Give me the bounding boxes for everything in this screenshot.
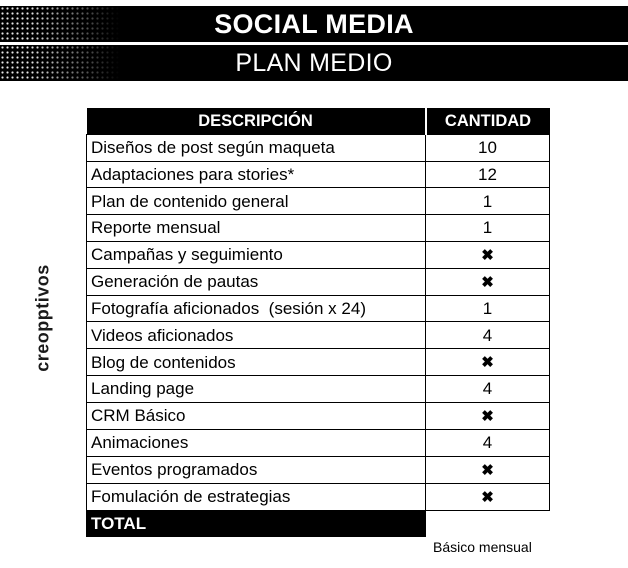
cross-icon: ✖ [481,246,494,264]
total-label: TOTAL [87,510,426,537]
row-description: Diseños de post según maqueta [87,135,426,162]
row-quantity: 4 [426,429,550,456]
cross-icon: ✖ [481,461,494,479]
subtitle-banner [0,45,628,81]
cross-icon: ✖ [481,407,494,425]
column-header-quantity: CANTIDAD [426,108,550,135]
brand-logo: creopptivos [32,264,53,372]
row-quantity [426,483,550,510]
table-row [87,188,550,215]
row-description: Videos aficionados [87,322,426,349]
table-row [87,429,550,456]
row-quantity [426,456,550,483]
cross-icon: ✖ [481,488,494,506]
row-quantity: 4 [426,376,550,403]
row-description: Blog de contenidos [87,349,426,376]
page-subtitle: PLAN MEDIO [235,49,393,77]
page-title: SOCIAL MEDIA [214,9,414,39]
row-quantity: 4 [426,322,550,349]
cross-icon: ✖ [481,273,494,291]
halftone-dots-decoration [0,45,120,81]
row-description: CRM Básico [87,402,426,429]
row-quantity: 12 [426,161,550,188]
row-quantity [426,402,550,429]
row-quantity [426,268,550,295]
row-description: Fomulación de estrategias [87,483,426,510]
cross-icon: ✖ [481,354,494,372]
total-value [426,510,550,537]
row-description: Campañas y seguimiento [87,241,426,268]
table-row [87,241,550,268]
halftone-dots-decoration [0,6,120,42]
row-description: Reporte mensual [87,215,426,242]
table-header-row [87,108,550,135]
column-header-description: DESCRIPCIÓN [87,108,426,135]
table-row [87,456,550,483]
total-row [87,510,550,537]
row-description: Animaciones [87,429,426,456]
row-quantity [426,241,550,268]
table-row [87,349,550,376]
table-row [87,322,550,349]
row-quantity: 1 [426,188,550,215]
title-banner [0,6,628,42]
plan-table [86,108,550,537]
row-quantity: 10 [426,135,550,162]
row-description: Landing page [87,376,426,403]
plan-footnote: Básico mensual [433,539,532,555]
table-row [87,268,550,295]
table-row [87,215,550,242]
row-description: Eventos programados [87,456,426,483]
row-description: Adaptaciones para stories* [87,161,426,188]
table-row [87,161,550,188]
row-description: Plan de contenido general [87,188,426,215]
table-row [87,376,550,403]
row-quantity: 1 [426,295,550,322]
row-quantity: 1 [426,215,550,242]
table-row [87,483,550,510]
table-row [87,295,550,322]
row-description: Generación de pautas [87,268,426,295]
row-quantity [426,349,550,376]
table-row [87,402,550,429]
row-description: Fotografía aficionados (sesión x 24) [87,295,426,322]
table-row [87,135,550,162]
